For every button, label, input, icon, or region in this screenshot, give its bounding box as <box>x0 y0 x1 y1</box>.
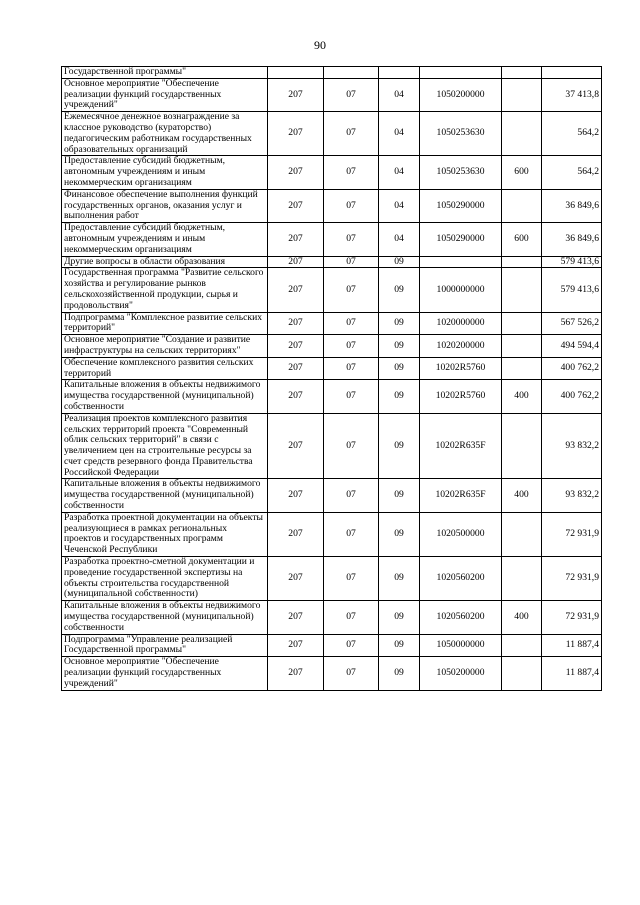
row-name-cell: Подпрограмма "Управление реализацией Государственной программы" <box>62 634 268 657</box>
table-row <box>62 223 602 256</box>
ministry-code-cell: 207 <box>268 78 324 111</box>
expense-type-cell <box>502 312 542 335</box>
row-name-cell: Реализация проектов комплексного развития сельских территорий проекта "Современный облик сельских территорий" в связи с увеличением цен на строительные ресурсы за счет средств резервного фонда Правительства Российской Федерации <box>62 413 268 479</box>
ministry-code-cell: 207 <box>268 512 324 556</box>
expense-type-cell <box>502 78 542 111</box>
section-code-cell: 07 <box>324 657 379 690</box>
amount-cell: 11 887,4 <box>542 657 602 690</box>
amount-cell: 93 832,2 <box>542 413 602 479</box>
ministry-code-cell: 207 <box>268 557 324 601</box>
target-article-cell: 1050000000 <box>420 634 502 657</box>
ministry-code-cell: 207 <box>268 223 324 256</box>
amount-cell: 494 594,4 <box>542 335 602 358</box>
ministry-code-cell: 207 <box>268 357 324 380</box>
section-code-cell: 07 <box>324 156 379 189</box>
section-code-cell: 07 <box>324 512 379 556</box>
table-row <box>62 601 602 634</box>
subsection-code-cell: 04 <box>379 156 420 189</box>
target-article-cell: 1020560200 <box>420 557 502 601</box>
ministry-code-cell: 207 <box>268 156 324 189</box>
expense-type-cell <box>502 357 542 380</box>
expense-type-cell: 600 <box>502 156 542 189</box>
row-name-cell: Государственная программа "Развитие сельского хозяйства и регулирование рынков сельскохозяйственной продукции, сырья и продовольствия" <box>62 268 268 312</box>
row-name-cell: Капитальные вложения в объекты недвижимого имущества государственной (муниципальной) собственности <box>62 479 268 512</box>
section-code-cell: 07 <box>324 335 379 358</box>
budget-table <box>61 66 602 691</box>
subsection-code-cell: 09 <box>379 268 420 312</box>
amount-cell: 36 849,6 <box>542 223 602 256</box>
subsection-code-cell: 09 <box>379 312 420 335</box>
section-code-cell <box>324 67 379 79</box>
table-row <box>62 357 602 380</box>
target-article-cell: 1050290000 <box>420 189 502 222</box>
amount-cell: 564,2 <box>542 112 602 156</box>
row-name-cell: Разработка проектной документации на объекты реализующиеся в рамках региональных проектов и государственных программ Чеченской Республики <box>62 512 268 556</box>
amount-cell <box>542 67 602 79</box>
ministry-code-cell: 207 <box>268 601 324 634</box>
row-name-cell: Основное мероприятие "Создание и развитие инфраструктуры на сельских территориях" <box>62 335 268 358</box>
row-name-cell: Основное мероприятие "Обеспечение реализации функций государственных учреждений" <box>62 657 268 690</box>
row-name-cell: Предоставление субсидий бюджетным, автономным учреждениям и иным некоммерческим организациям <box>62 223 268 256</box>
target-article-cell: 1050290000 <box>420 223 502 256</box>
amount-cell: 93 832,2 <box>542 479 602 512</box>
expense-type-cell <box>502 112 542 156</box>
section-code-cell: 07 <box>324 601 379 634</box>
section-code-cell: 07 <box>324 357 379 380</box>
target-article-cell: 10202R5760 <box>420 357 502 380</box>
ministry-code-cell: 207 <box>268 335 324 358</box>
amount-cell: 72 931,9 <box>542 557 602 601</box>
subsection-code-cell: 09 <box>379 256 420 268</box>
table-row <box>62 67 602 79</box>
row-name-cell: Предоставление субсидий бюджетным, автономным учреждениям и иным некоммерческим организациям <box>62 156 268 189</box>
table-row <box>62 112 602 156</box>
table-row <box>62 380 602 413</box>
subsection-code-cell: 09 <box>379 335 420 358</box>
ministry-code-cell: 207 <box>268 312 324 335</box>
row-name-cell: Разработка проектно-сметной документации и проведение государственной экспертизы на объекты строительства государственной (муниципальной собственности) <box>62 557 268 601</box>
expense-type-cell <box>502 634 542 657</box>
target-article-cell: 10202R635F <box>420 479 502 512</box>
section-code-cell: 07 <box>324 312 379 335</box>
target-article-cell: 1050253630 <box>420 112 502 156</box>
section-code-cell: 07 <box>324 268 379 312</box>
ministry-code-cell: 207 <box>268 479 324 512</box>
expense-type-cell: 400 <box>502 380 542 413</box>
row-name-cell: Капитальные вложения в объекты недвижимого имущества государственной (муниципальной) собственности <box>62 601 268 634</box>
target-article-cell <box>420 256 502 268</box>
row-name-cell: Государственной программы" <box>62 67 268 79</box>
subsection-code-cell: 04 <box>379 223 420 256</box>
section-code-cell: 07 <box>324 380 379 413</box>
section-code-cell: 07 <box>324 479 379 512</box>
target-article-cell: 1020500000 <box>420 512 502 556</box>
table-row <box>62 156 602 189</box>
amount-cell: 72 931,9 <box>542 512 602 556</box>
subsection-code-cell: 09 <box>379 413 420 479</box>
amount-cell: 567 526,2 <box>542 312 602 335</box>
expense-type-cell: 400 <box>502 601 542 634</box>
ministry-code-cell: 207 <box>268 380 324 413</box>
row-name-cell: Подпрограмма "Комплексное развитие сельских территорий" <box>62 312 268 335</box>
expense-type-cell: 600 <box>502 223 542 256</box>
target-article-cell: 1020000000 <box>420 312 502 335</box>
table-row <box>62 335 602 358</box>
amount-cell: 400 762,2 <box>542 380 602 413</box>
ministry-code-cell: 207 <box>268 657 324 690</box>
section-code-cell: 07 <box>324 256 379 268</box>
expense-type-cell <box>502 657 542 690</box>
ministry-code-cell: 207 <box>268 413 324 479</box>
row-name-cell: Другие вопросы в области образования <box>62 256 268 268</box>
row-name-cell: Финансовое обеспечение выполнения функций государственных органов, оказания услуг и выполнения работ <box>62 189 268 222</box>
target-article-cell: 1020200000 <box>420 335 502 358</box>
ministry-code-cell <box>268 67 324 79</box>
target-article-cell: 1050253630 <box>420 156 502 189</box>
table-row <box>62 256 602 268</box>
target-article-cell: 10202R635F <box>420 413 502 479</box>
ministry-code-cell: 207 <box>268 256 324 268</box>
row-name-cell: Обеспечение комплексного развития сельских территорий <box>62 357 268 380</box>
expense-type-cell <box>502 335 542 358</box>
section-code-cell: 07 <box>324 189 379 222</box>
table-row <box>62 268 602 312</box>
table-row <box>62 413 602 479</box>
table-row <box>62 657 602 690</box>
expense-type-cell: 400 <box>502 479 542 512</box>
section-code-cell: 07 <box>324 78 379 111</box>
table-row <box>62 312 602 335</box>
row-name-cell: Ежемесячное денежное вознаграждение за классное руководство (кураторство) педагогическим работникам государственных образовательных организаций <box>62 112 268 156</box>
ministry-code-cell: 207 <box>268 634 324 657</box>
subsection-code-cell: 09 <box>379 479 420 512</box>
subsection-code-cell: 09 <box>379 634 420 657</box>
target-article-cell <box>420 67 502 79</box>
expense-type-cell <box>502 256 542 268</box>
subsection-code-cell: 09 <box>379 601 420 634</box>
table-row <box>62 557 602 601</box>
table-row <box>62 634 602 657</box>
ministry-code-cell: 207 <box>268 112 324 156</box>
section-code-cell: 07 <box>324 634 379 657</box>
row-name-cell: Основное мероприятие "Обеспечение реализации функций государственных учреждений" <box>62 78 268 111</box>
subsection-code-cell: 09 <box>379 512 420 556</box>
amount-cell: 11 887,4 <box>542 634 602 657</box>
section-code-cell: 07 <box>324 223 379 256</box>
subsection-code-cell: 04 <box>379 189 420 222</box>
amount-cell: 72 931,9 <box>542 601 602 634</box>
amount-cell: 579 413,6 <box>542 256 602 268</box>
row-name-cell: Капитальные вложения в объекты недвижимого имущества государственной (муниципальной) собственности <box>62 380 268 413</box>
table-row <box>62 189 602 222</box>
amount-cell: 36 849,6 <box>542 189 602 222</box>
target-article-cell: 1000000000 <box>420 268 502 312</box>
table-body <box>62 67 602 691</box>
target-article-cell: 1020560200 <box>420 601 502 634</box>
target-article-cell: 1050200000 <box>420 78 502 111</box>
target-article-cell: 1050200000 <box>420 657 502 690</box>
expense-type-cell <box>502 413 542 479</box>
subsection-code-cell <box>379 67 420 79</box>
table-row <box>62 78 602 111</box>
table-row <box>62 479 602 512</box>
expense-type-cell <box>502 268 542 312</box>
expense-type-cell <box>502 67 542 79</box>
subsection-code-cell: 09 <box>379 557 420 601</box>
amount-cell: 564,2 <box>542 156 602 189</box>
amount-cell: 400 762,2 <box>542 357 602 380</box>
subsection-code-cell: 04 <box>379 112 420 156</box>
section-code-cell: 07 <box>324 413 379 479</box>
section-code-cell: 07 <box>324 557 379 601</box>
ministry-code-cell: 207 <box>268 268 324 312</box>
section-code-cell: 07 <box>324 112 379 156</box>
subsection-code-cell: 04 <box>379 78 420 111</box>
target-article-cell: 10202R5760 <box>420 380 502 413</box>
expense-type-cell <box>502 189 542 222</box>
expense-type-cell <box>502 512 542 556</box>
expense-type-cell <box>502 557 542 601</box>
ministry-code-cell: 207 <box>268 189 324 222</box>
amount-cell: 37 413,8 <box>542 78 602 111</box>
amount-cell: 579 413,6 <box>542 268 602 312</box>
subsection-code-cell: 09 <box>379 357 420 380</box>
subsection-code-cell: 09 <box>379 380 420 413</box>
subsection-code-cell: 09 <box>379 657 420 690</box>
table-row <box>62 512 602 556</box>
page-number: 90 <box>314 38 326 52</box>
